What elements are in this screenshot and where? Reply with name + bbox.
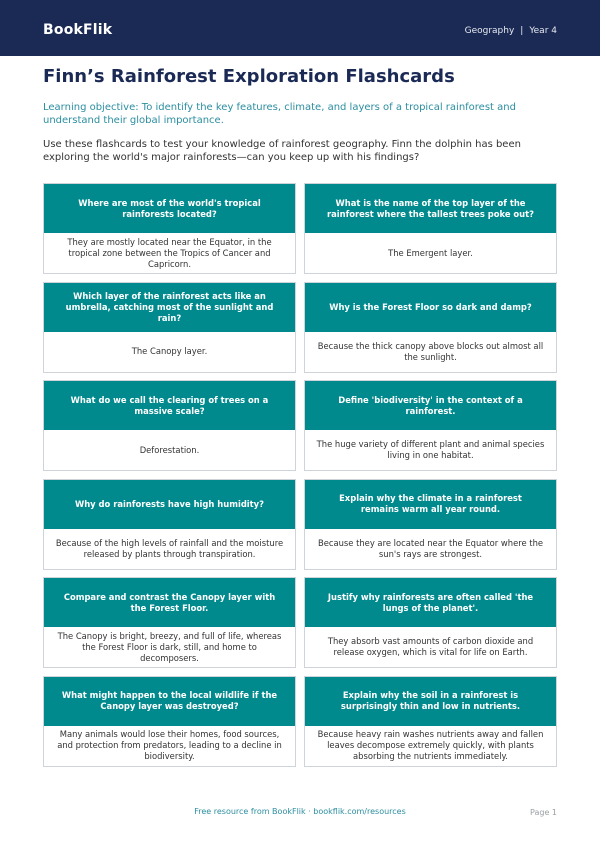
brand-logo[interactable]: BookFlik [43, 22, 113, 38]
flashcard-row [43, 380, 557, 471]
flashcard-question: Why is the Forest Floor so dark and damp? [305, 283, 556, 332]
flashcard [43, 282, 296, 373]
footer-resource-link[interactable]: Free resource from BookFlik · bookflik.com/resources [194, 807, 406, 816]
flashcard-question: Explain why the climate in a rainforest remains warm all year round. [305, 480, 556, 529]
flashcard-answer: Because they are located near the Equator where the sun's rays are strongest. [317, 537, 544, 559]
flashcard [43, 676, 296, 767]
flashcard [43, 380, 296, 471]
flashcard-row [43, 577, 557, 668]
flashcard-answer: The huge variety of different plant and animal species living in one habitat. [316, 439, 545, 461]
year-label: Year 4 [529, 26, 557, 36]
header-meta [465, 26, 557, 36]
flashcard [304, 479, 557, 570]
flashcard-answer: Because the thick canopy above blocks out almost all the sunlight. [317, 340, 544, 362]
header-bar [0, 0, 600, 56]
flashcard-question: Which layer of the rainforest acts like an umbrella, catching most of the sunlight and rain? [44, 283, 295, 332]
page-number: Page 1 [530, 808, 557, 817]
flashcard-grid [43, 183, 557, 775]
flashcard [43, 577, 296, 668]
learning-objective: Learning objective: To identify the key features, climate, and layers of a tropical rainforest and understand their global importance. [43, 102, 516, 126]
flashcard-question: What is the name of the top layer of the rainforest where the tallest trees poke out? [305, 184, 556, 233]
subject-label: Geography [464, 26, 515, 36]
flashcard [304, 577, 557, 668]
flashcard [43, 479, 296, 570]
flashcard [304, 282, 557, 373]
flashcard-row [43, 183, 557, 274]
flashcard [304, 380, 557, 471]
flashcard-answer: Many animals would lose their homes, food sources, and protection from predators, leading to a decline in biodiversity. [57, 729, 282, 762]
flashcard-answer: The Canopy is bright, breezy, and full of life, whereas the Forest Floor is dark, still, and home to decomposers. [57, 630, 282, 663]
flashcard-answer: Deforestation. [139, 444, 200, 455]
flashcard-answer: Because of the high levels of rainfall and the moisture released by plants through transpiration. [55, 537, 284, 559]
flashcard [304, 676, 557, 767]
flashcard-question: Why do rainforests have high humidity? [44, 480, 295, 529]
page-title: Finn’s Rainforest Exploration Flashcards [43, 66, 455, 87]
flashcard [304, 183, 557, 274]
flashcard-question: Define 'biodiversity' in the context of a rainforest. [305, 381, 556, 430]
flashcard-question: What might happen to the local wildlife if the Canopy layer was destroyed? [44, 677, 295, 726]
flashcard-answer: The Emergent layer. [388, 247, 473, 258]
flashcard-question: Where are most of the world's tropical rainforests located? [44, 184, 295, 233]
flashcard-question: Explain why the soil in a rainforest is surprisingly thin and low in nutrients. [305, 677, 556, 726]
flashcard-question: What do we call the clearing of trees on a massive scale? [44, 381, 295, 430]
flashcard-answer: The Canopy layer. [131, 346, 208, 357]
flashcard [43, 183, 296, 274]
intro-text: Use these flashcards to test your knowledge of rainforest geography. Finn the dolphin has been exploring the world's major rainforests—can you keep up with his findings? [43, 139, 521, 163]
flashcard-question: Justify why rainforests are often called 'the lungs of the planet'. [305, 578, 556, 627]
flashcard-answer: Because heavy rain washes nutrients away and fallen leaves decompose extremely quickly, with plants absorbing the nutrients immediately. [317, 729, 544, 762]
flashcard-answer: They absorb vast amounts of carbon dioxide and release oxygen, which is vital for life on Earth. [327, 636, 534, 658]
flashcard-answer: They are mostly located near the Equator, in the tropical zone between the Tropics of Cancer and Capricorn. [67, 236, 272, 269]
flashcard-row [43, 676, 557, 767]
meta-separator: | [520, 26, 524, 36]
flashcard-row [43, 479, 557, 570]
flashcard-row [43, 282, 557, 373]
flashcard-question: Compare and contrast the Canopy layer with the Forest Floor. [44, 578, 295, 627]
